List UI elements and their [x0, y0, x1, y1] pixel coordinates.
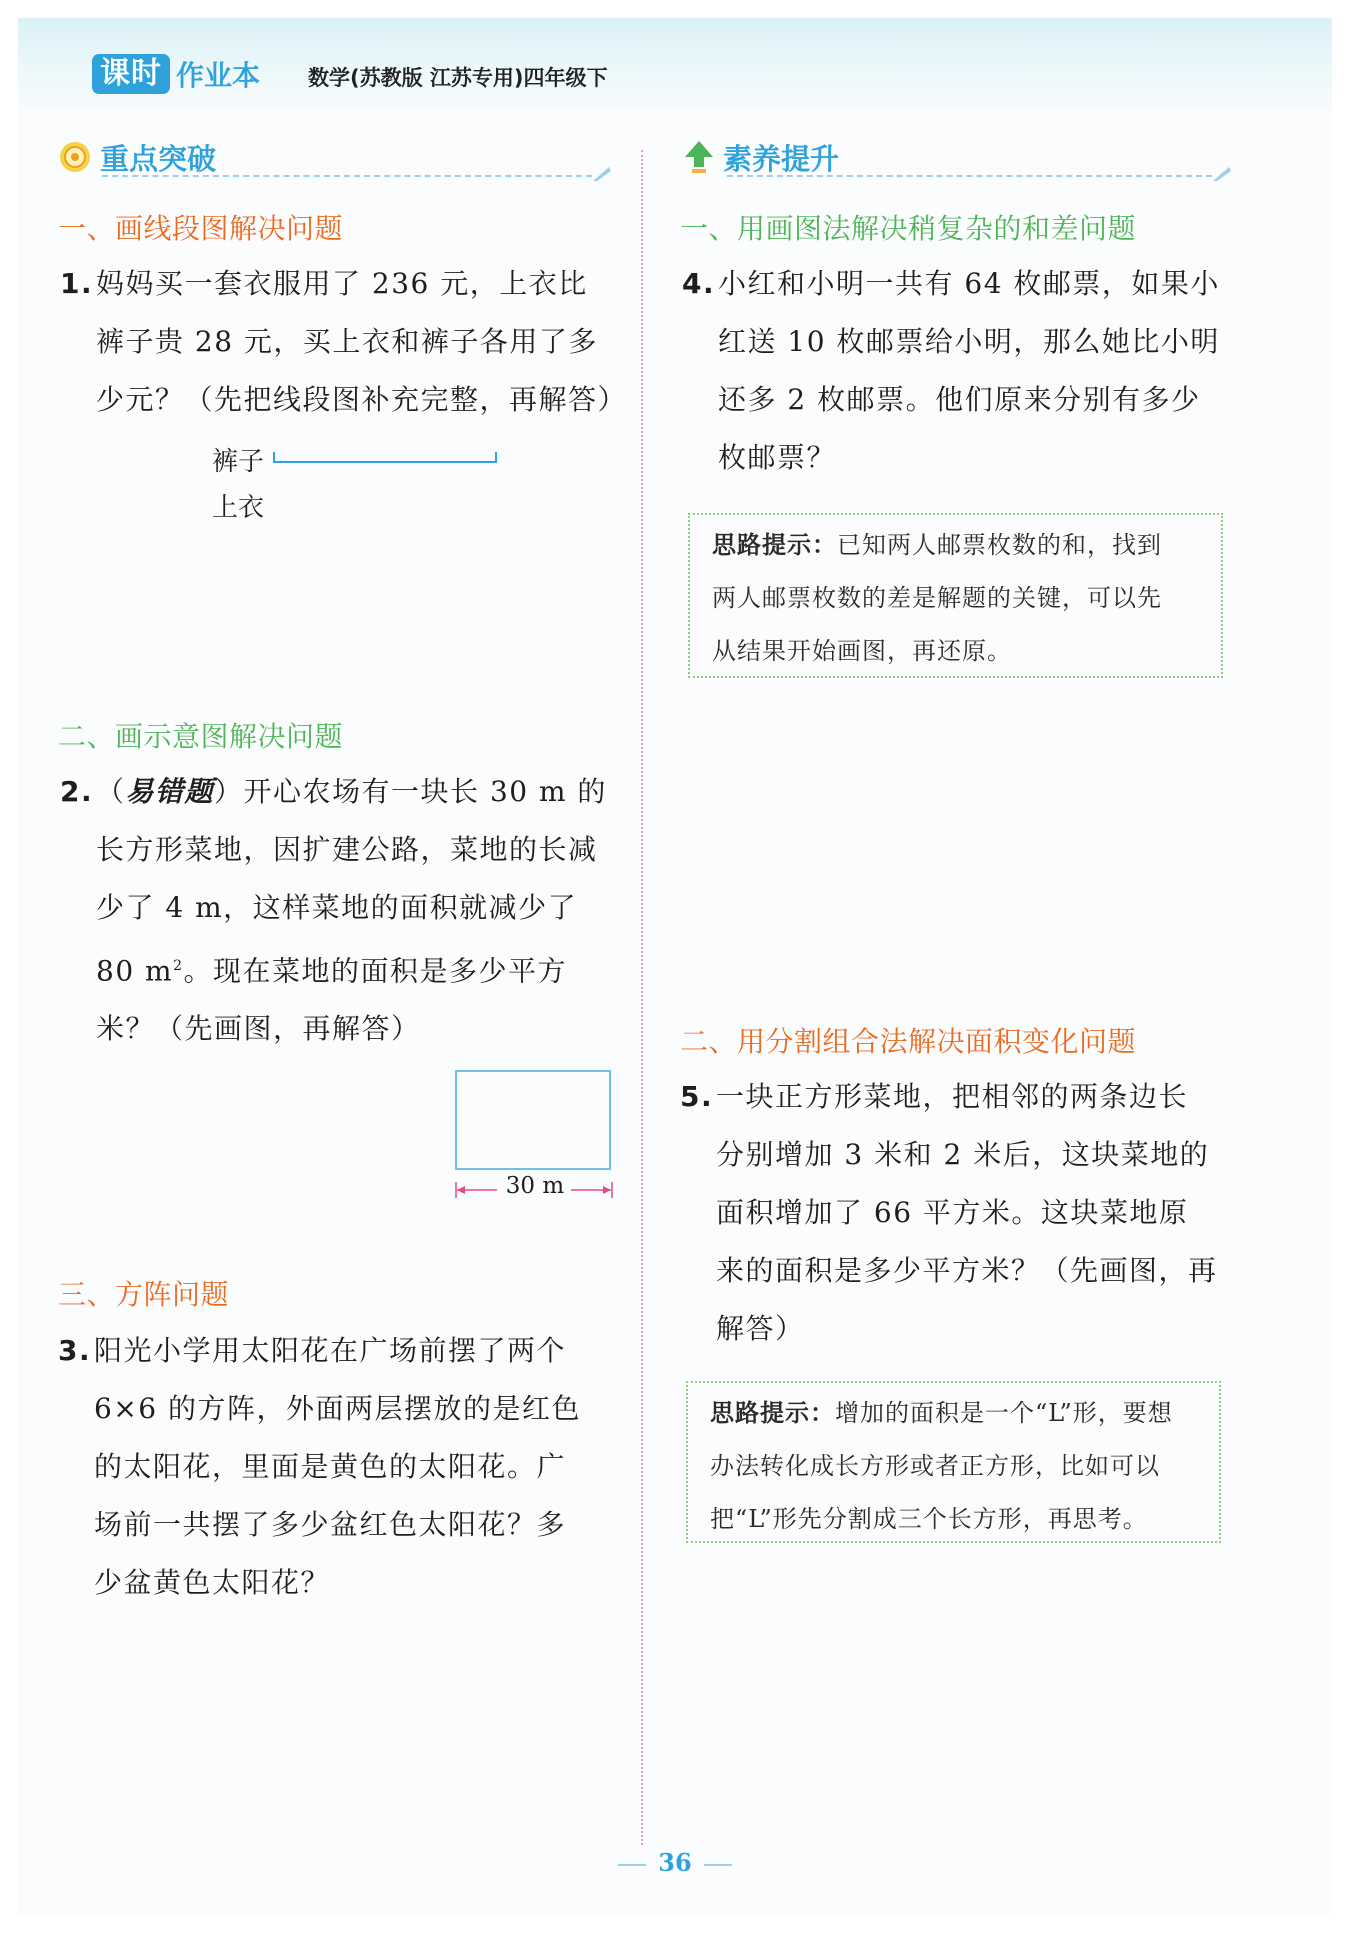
- paren-open: （: [96, 775, 126, 808]
- problem-2: [60, 763, 616, 1058]
- hint-line: 把“L”形先分割成三个长方形，再思考。: [710, 1505, 1148, 1533]
- problem-line: 少元？（先把线段图补充完整，再解答）: [96, 383, 628, 416]
- pencil-icon: [1211, 165, 1233, 183]
- brand-name: 作业本: [176, 59, 261, 92]
- problem-line: 少盆黄色太阳花？: [94, 1566, 331, 1599]
- problem-line: 面积增加了 66 平方米。这块菜地原: [716, 1196, 1189, 1229]
- problem-line: 红送 10 枚邮票给小明，那么她比小明: [718, 325, 1220, 358]
- hint-box-2: [686, 1381, 1221, 1543]
- brand: [92, 52, 260, 96]
- area-value: 80 m: [96, 954, 174, 988]
- problem-line: 小红和小明一共有 64 枚邮票，如果小: [718, 267, 1220, 300]
- problem-line: 分别增加 3 米和 2 米后，这块菜地的: [716, 1138, 1210, 1171]
- page-num-rule: [704, 1864, 732, 1866]
- problem-5: [680, 1068, 1241, 1358]
- problem-line: 裤子贵 28 元，买上衣和裤子各用了多: [96, 325, 598, 358]
- hint-label: 思路提示：: [710, 1399, 835, 1427]
- target-icon: [58, 140, 92, 174]
- problem-line: 6×6 的方阵，外面两层摆放的是红色: [94, 1392, 581, 1425]
- problem-line: 。现在菜地的面积是多少平方: [183, 954, 568, 988]
- problem-line: 枚邮票？: [718, 441, 837, 474]
- banner-title: 素养提升: [723, 141, 840, 176]
- problem-line-4: [96, 937, 616, 1000]
- hint-line: 两人邮票枚数的差是解题的关键，可以先: [712, 584, 1162, 612]
- hint-line: 已知两人邮票枚数的和，找到: [837, 531, 1162, 559]
- paren-close: ）: [214, 775, 244, 808]
- page-num-rule: [618, 1864, 646, 1866]
- section-title-5: 二、用分割组合法解决面积变化问题: [680, 1025, 1137, 1058]
- section-title-2: 二、画示意图解决问题: [58, 720, 344, 753]
- segment-label-top: 上衣: [212, 493, 265, 523]
- hint-line: 办法转化成长方形或者正方形，比如可以: [710, 1452, 1160, 1480]
- book-subject: 数学(苏教版 江苏专用)四年级下: [308, 66, 608, 90]
- section-title-4: 一、用画图法解决稍复杂的和差问题: [680, 212, 1137, 245]
- problem-number: 1.: [60, 267, 94, 300]
- up-arrow-icon: [683, 139, 715, 175]
- problem-number: 4.: [682, 267, 716, 300]
- problem-4: [682, 255, 1238, 487]
- pencil-icon: [591, 165, 613, 183]
- banner-underline: [727, 175, 1212, 177]
- problem-line: 阳光小学用太阳花在广场前摆了两个: [94, 1334, 567, 1367]
- column-divider: [641, 150, 643, 1845]
- segment-label-pants: 裤子: [212, 447, 265, 477]
- problem-1: [60, 255, 628, 429]
- banner-title: 重点突破: [100, 141, 217, 176]
- banner-underline: [102, 175, 592, 177]
- page-number: [0, 1848, 1350, 1877]
- problem-line: 来的面积是多少平方米？（先画图，再: [716, 1254, 1218, 1287]
- problem-number: 3.: [58, 1334, 92, 1367]
- problem-line: 长方形菜地，因扩建公路，菜地的长减: [96, 833, 598, 866]
- banner-key-points: [58, 135, 613, 179]
- page-number-text: 36: [658, 1848, 692, 1877]
- problem-line: 妈妈买一套衣服用了 236 元，上衣比: [96, 267, 588, 300]
- hint-box-1: [688, 513, 1223, 678]
- banner-literacy: [683, 135, 1233, 179]
- hint-label: 思路提示：: [712, 531, 837, 559]
- brand-logo: 课时: [92, 54, 170, 94]
- section-title-1: 一、画线段图解决问题: [58, 212, 344, 245]
- problem-line: 一块正方形菜地，把相邻的两条边长: [716, 1080, 1189, 1113]
- problem-number: 2.: [60, 775, 94, 808]
- field-rectangle: [455, 1070, 611, 1170]
- section-title-3: 三、方阵问题: [58, 1278, 230, 1311]
- line-segment-pants: [272, 450, 500, 466]
- problem-number: 5.: [680, 1080, 714, 1113]
- problem-line: 开心农场有一块长 30 m 的: [243, 775, 607, 808]
- hint-line: 增加的面积是一个“L”形，要想: [835, 1399, 1173, 1427]
- problem-line-1: [96, 763, 616, 821]
- area-exponent: 2: [173, 958, 184, 974]
- problem-line: 的太阳花，里面是黄色的太阳花。广: [94, 1450, 567, 1483]
- dimension-label: 30 m: [505, 1173, 565, 1199]
- problem-line: 还多 2 枚邮票。他们原来分别有多少: [718, 383, 1201, 416]
- problem-line: 米？（先画图，再解答）: [96, 1012, 421, 1046]
- problem-3: [58, 1322, 619, 1612]
- problem-line: 场前一共摆了多少盆红色太阳花？多: [94, 1508, 567, 1541]
- hint-line: 从结果开始画图，再还原。: [712, 637, 1012, 665]
- problem-line: 解答）: [716, 1312, 805, 1345]
- error-prone-tag: 易错题: [125, 775, 215, 808]
- problem-line: 少了 4 m，这样菜地的面积就减少了: [96, 891, 578, 924]
